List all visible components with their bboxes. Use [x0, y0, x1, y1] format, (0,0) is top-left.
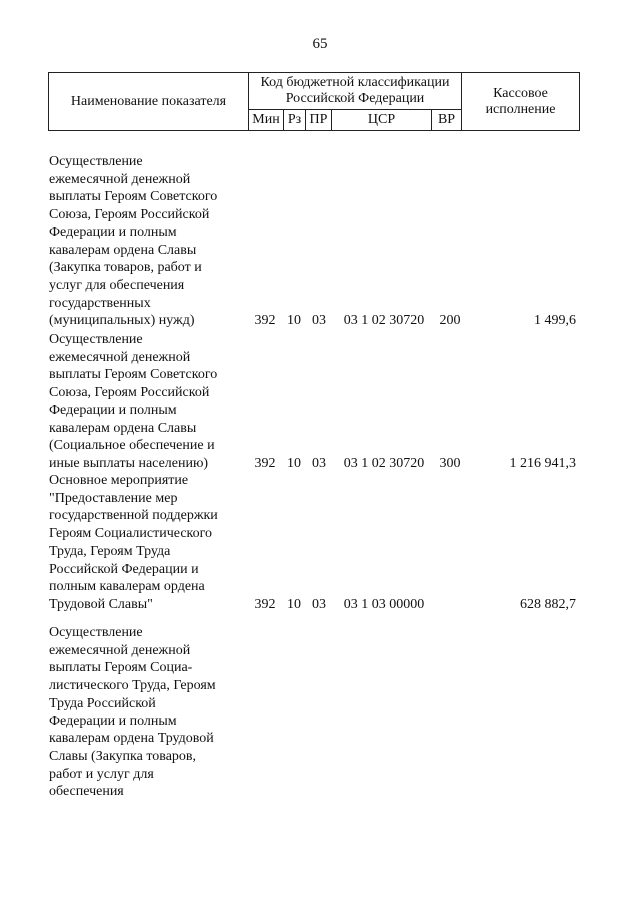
row-rz: 10 — [287, 597, 301, 612]
row-csr: 03 1 02 30720 — [343, 313, 425, 328]
row-pr: 03 — [312, 456, 326, 471]
page-number: 65 — [312, 36, 328, 52]
row-amount: 1 216 941,3 — [509, 456, 576, 471]
header-pr: ПР — [306, 110, 332, 131]
row-amount: 628 882,7 — [520, 597, 576, 612]
budget-table-header — [48, 72, 580, 131]
header-rz: Рз — [284, 110, 306, 131]
header-min: Мин — [249, 110, 284, 131]
header-name: Наименование показателя — [49, 73, 249, 131]
row-name: Основное мероприятие "Предоставление мер государственной поддержки Героям Социалистического Труда, Героям Труда Российской Федерации и полным кавалерам ордена Трудовой Славы" — [49, 473, 218, 612]
row-name: Осуществление ежемесячной денежной выплаты Героям Социа- листического Труда, Героям Труда Российской Федерации и полным кавалерам ордена Трудовой Славы (Закупка товаров, работ и услуг для обеспечения — [49, 625, 216, 800]
row-pr: 03 — [312, 597, 326, 612]
row-min: 392 — [254, 456, 276, 471]
row-amount: 1 499,6 — [534, 313, 576, 328]
row-rz: 10 — [287, 456, 301, 471]
row-name: Осуществление ежемесячной денежной выплаты Героям Советского Союза, Героям Российской Федерации и полным кавалерам ордена Славы (Закупка товаров, работ и услуг для обеспечения государственных (муниципальных) нужд) — [49, 154, 218, 329]
row-pr: 03 — [312, 313, 326, 328]
header-code-group: Код бюджетной классификации Российской Федерации — [249, 73, 462, 110]
header-vr: ВР — [432, 110, 462, 131]
row-min: 392 — [254, 313, 276, 328]
row-csr: 03 1 02 30720 — [343, 456, 425, 471]
row-rz: 10 — [287, 313, 301, 328]
row-min: 392 — [254, 597, 276, 612]
header-csr: ЦСР — [332, 110, 432, 131]
row-vr: 300 — [439, 456, 461, 471]
row-csr: 03 1 03 00000 — [343, 597, 425, 612]
row-name: Осуществление ежемесячной денежной выплаты Героям Советского Союза, Героям Российской Федерации и полным кавалерам ордена Славы (Социальное обеспечение и иные выплаты населению) — [49, 332, 218, 471]
row-vr: 200 — [439, 313, 461, 328]
header-amount: Кассовое исполнение — [462, 73, 580, 131]
